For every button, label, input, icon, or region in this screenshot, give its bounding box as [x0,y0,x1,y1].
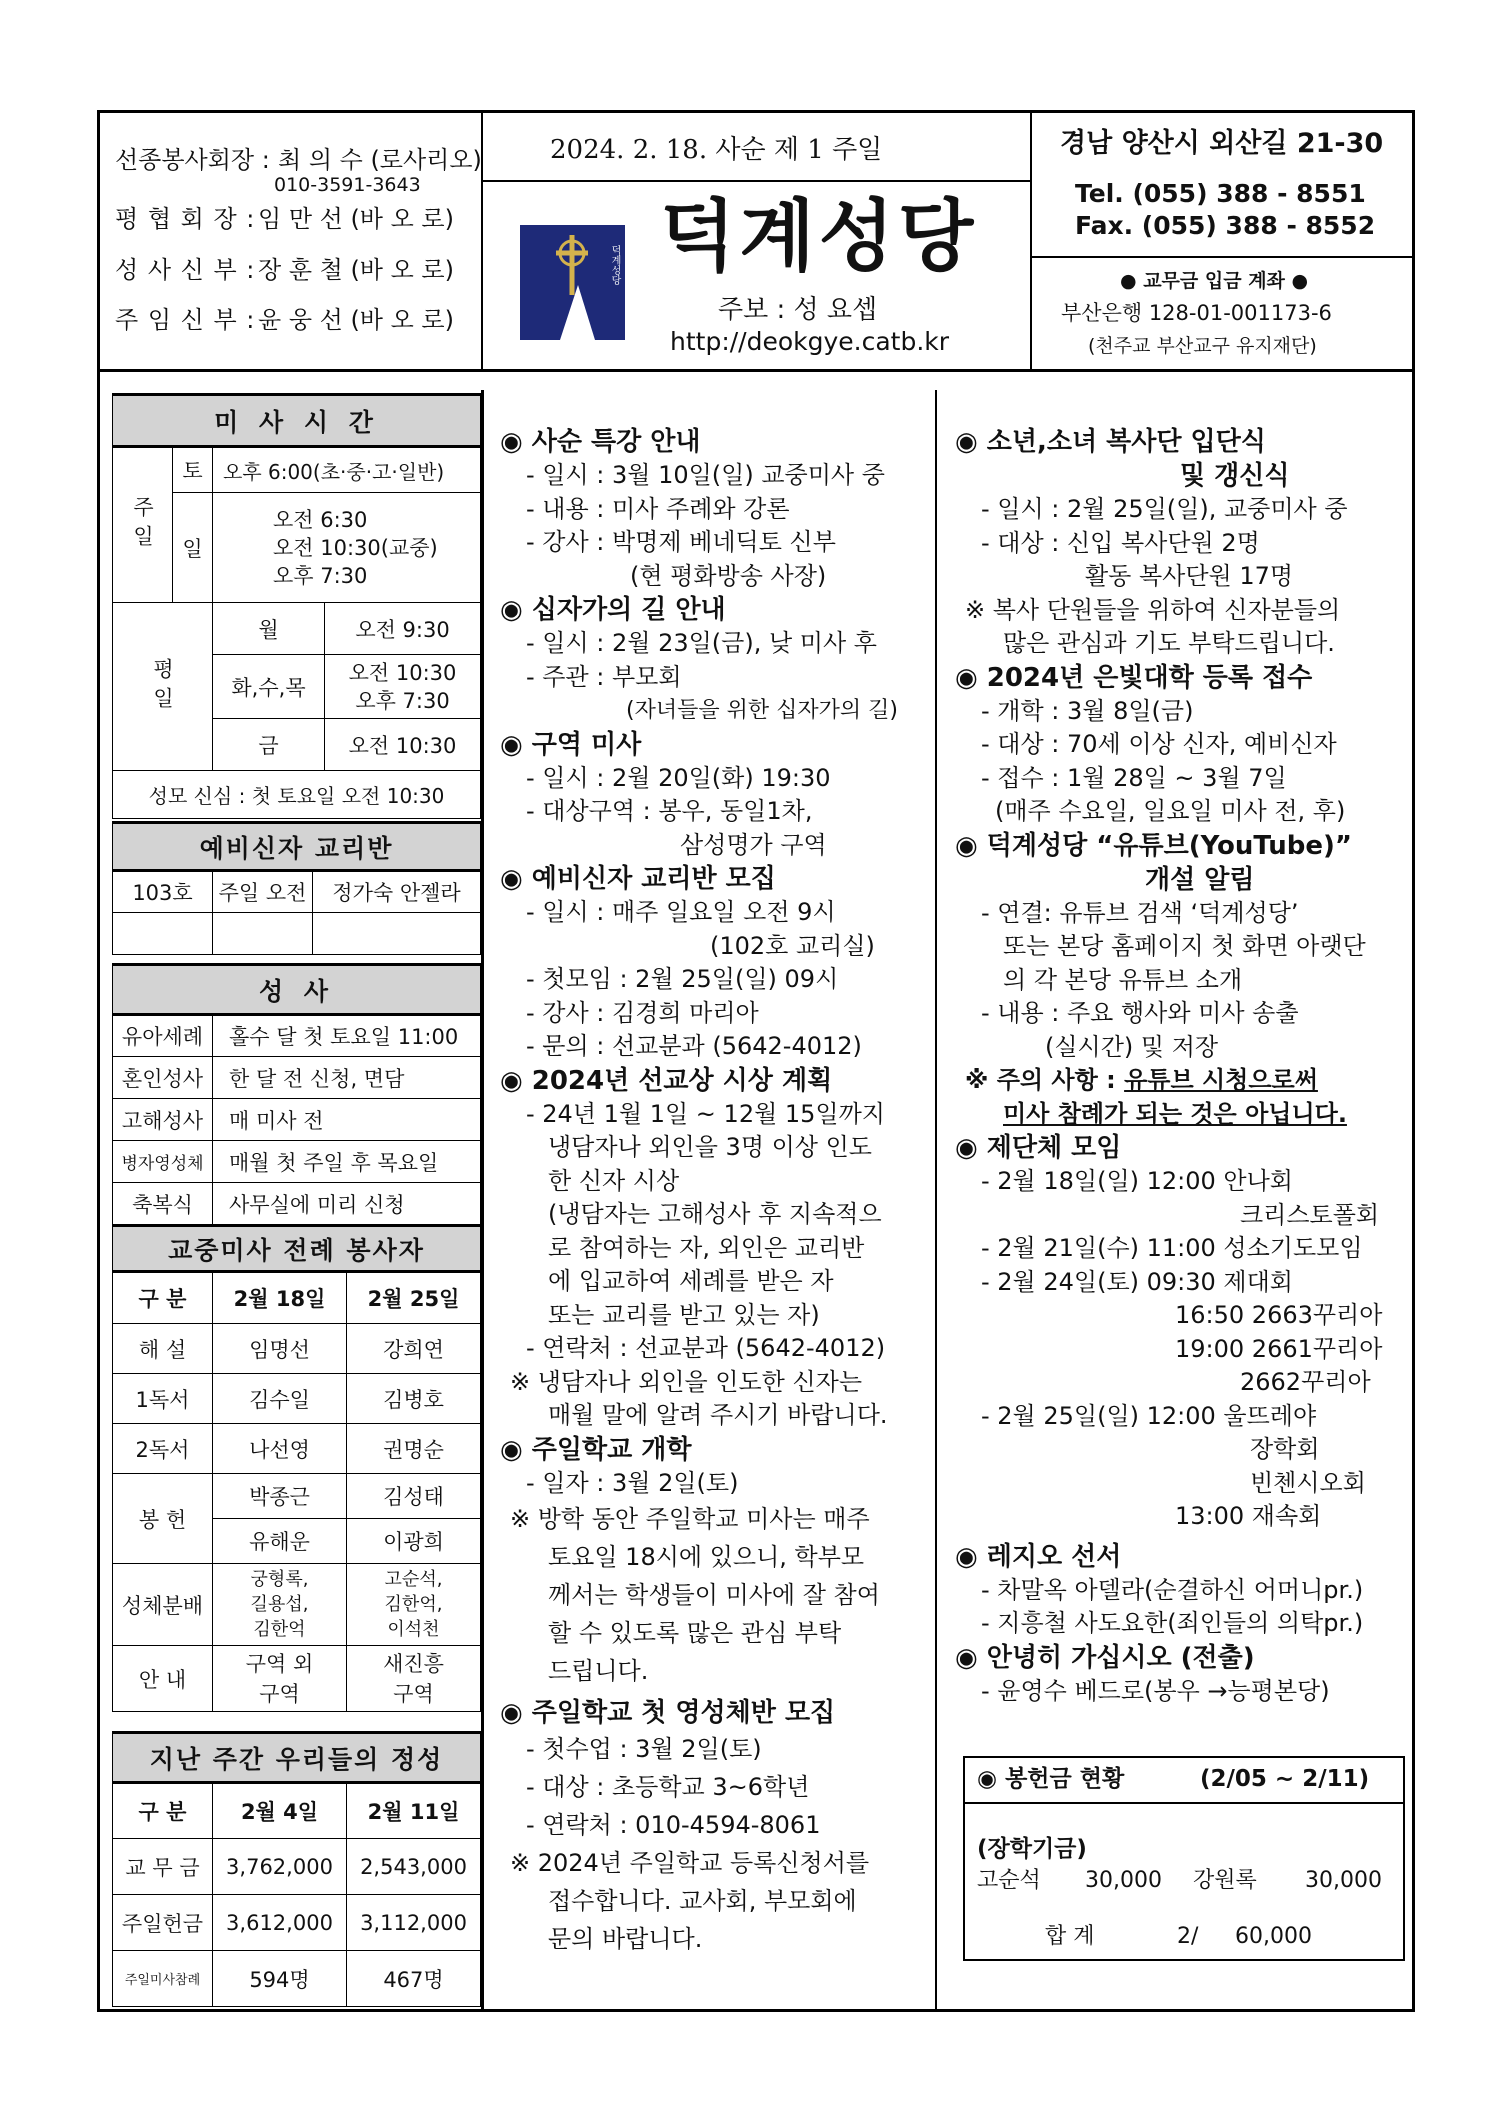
notice-caution: ※ 주의 사항 : [965,1066,1125,1094]
section-title: ◉ 제단체 모임 [955,1133,1122,1163]
tel: Tel. (055) 388 - 8551 [1075,179,1366,208]
notice-line: - 연락처 : 010-4594-8061 [526,1811,821,1839]
notice-line: (매주 수요일, 일요일 미사 전, 후) [995,797,1346,825]
staff-role: 평 협 회 장 : [115,205,256,233]
server-role: 안 내 [113,1646,213,1712]
sun-time: 오전 10:30(교중) [273,535,438,560]
notice-line: 냉담자나 외인을 3명 이상 인도 [548,1133,872,1161]
section-title: ◉ 구역 미사 [500,729,642,760]
notice-line: 또는 교리를 받고 있는 자) [548,1300,820,1329]
meeting-line: 빈첸시오회 [1250,1468,1366,1497]
notice-line: - 첫모임 : 2월 25일(일) 09시 [526,965,839,993]
staff-role: 선종봉사회장 : [115,146,270,174]
donation-total-amount: 60,000 [1235,1924,1312,1949]
meeting-line: - 2월 18일(일) 12:00 안나회 [981,1167,1293,1195]
notice-line: - 대상 : 초등학교 3~6학년 [526,1773,810,1801]
notice-line: ※ 2024년 주일학교 등록신청서를 [510,1849,870,1877]
notice-line: 께서는 학생들이 미사에 잘 참여 [548,1581,880,1609]
header-divider [97,369,1415,372]
staff-role: 성 사 신 부 : [115,256,256,284]
notice-line: - 연락처 : 선교분과 (5642-4012) [526,1334,886,1362]
tue-label: 화,수,목 [213,655,325,719]
donor-name: 강원록 [1193,1868,1257,1893]
mass-times-title: 미 사 시 간 [113,395,481,447]
sacrament-info: 사무실에 미리 신청 [213,1183,481,1225]
offering-title: 지난 주간 우리들의 정성 [113,1733,481,1783]
section-title: ◉ 레지오 선서 [955,1541,1122,1572]
section-title: ◉ 소년,소녀 복사단 입단식 [955,427,1266,457]
server-name: 이석천 [387,1619,440,1640]
donor-name: 고순석 [977,1868,1041,1893]
meeting-line: 16:50 2663꾸리아 [1175,1301,1383,1329]
offering-amount: 3,112,000 [347,1895,481,1951]
meeting-line: 크리스토폴회 [1240,1200,1380,1229]
server-role: 1독서 [113,1374,213,1424]
notice-line: - 대상구역 : 봉우, 동일1차, [526,797,813,825]
sunday-label: 주일 [113,447,173,603]
notice-line: 의 각 본당 유튜브 소개 [1003,965,1243,994]
catechumen-table [112,821,481,955]
notice-caution: 미사 참례가 되는 것은 아닙니다. [1003,1099,1347,1128]
weekday-label: 평일 [113,603,213,771]
server-name: 새진흥 [383,1651,444,1676]
server-role: 성체분배 [113,1564,213,1646]
notice-line: (자녀들을 위한 십자가의 길) [626,698,898,723]
offering-kind: 교 무 금 [113,1839,213,1895]
sat-label: 토 [173,447,213,493]
notice-line: 토요일 18시에 있으니, 학부모 [548,1543,865,1571]
notice-line: (실시간) 및 저장 [1045,1032,1219,1061]
offering-amount: 594명 [213,1951,347,2007]
donation-kind: (장학기금) [977,1836,1087,1862]
server-name: 이광희 [347,1519,481,1564]
staff-phone: 010-3591-3643 [274,174,421,196]
meeting-line: 2662꾸리아 [1240,1368,1371,1396]
meeting-line: 13:00 재속회 [1175,1502,1322,1530]
meeting-line: - 2월 21일(수) 11:00 성소기도모임 [981,1234,1363,1262]
server-name: 구역 [259,1681,300,1706]
notice-line: - 일시 : 2월 23일(금), 낮 미사 후 [526,629,877,657]
notice-line: - 첫수업 : 3월 2일(토) [526,1735,762,1763]
notice-line: - 내용 : 미사 주례와 강론 [526,494,790,523]
notice-line: 많은 관심과 기도 부탁드립니다. [1003,629,1335,657]
server-name: 유해운 [213,1519,347,1564]
notice-line: - 연결: 유튜브 검색 ‘덕계성당’ [981,898,1299,927]
sacrament-name: 축복식 [113,1183,213,1225]
notice-line: 활동 복사단원 17명 [1085,562,1294,590]
notice-line: - 대상 : 70세 이상 신자, 예비신자 [981,730,1337,758]
website-link[interactable]: http://deokgye.catb.kr [670,327,950,356]
date-line: 2024. 2. 18. 사순 제 1 주일 [550,135,883,165]
notice-line: - 문의 : 선교분과 (5642-4012) [526,1032,862,1060]
notice-line: (냉담자는 고해성사 후 지속적으 [548,1200,882,1228]
sacrament-info: 매월 첫 주일 후 목요일 [213,1141,481,1183]
sacrament-title: 성 사 [113,965,481,1015]
notice-line: 한 신자 시상 [548,1166,680,1195]
notice-line: - 일시 : 2월 20일(화) 19:30 [526,763,831,792]
section-title: ◉ 덕계성당 “유튜브(YouTube)” [955,830,1352,861]
notice-line: - 24년 1월 1일 ~ 12월 15일까지 [526,1099,885,1128]
donation-total-label: 합 계 [1045,1924,1095,1949]
sat-time: 오후 6:00(초·중·고·일반) [213,447,481,493]
notice-line: - 강사 : 김경희 마리아 [526,998,759,1027]
server-name: 나선영 [213,1424,347,1474]
staff-name: 윤 웅 선 (바 오 로) [258,306,454,334]
notice-line: - 개학 : 3월 8일(금) [981,696,1194,725]
notice-line: - 내용 : 주요 행사와 미사 송출 [981,999,1299,1027]
sacrament-name: 유아세례 [113,1015,213,1057]
account-title: ● 교무금 입금 계좌 ● [1120,270,1309,292]
meeting-line: 장학회 [1250,1435,1320,1463]
notice-line: - 주관 : 부모회 [526,662,682,691]
servers-head: 2월 18일 [213,1272,347,1324]
fax: Fax. (055) 388 - 8552 [1075,211,1376,240]
notice-line: 에 입교하여 세례를 받은 자 [548,1267,834,1295]
church-title: 덕계성당 [660,192,978,282]
section-title: 및 갱신식 [1180,461,1290,491]
mon-time: 오전 9:30 [325,603,481,655]
notice-line: 삼성명가 구역 [680,830,827,859]
notice-line: - 강사 : 박명제 베네딕토 신부 [526,528,836,556]
offering-kind: 주일미사참례 [113,1951,213,2007]
donation-box [963,1756,1405,1961]
notice-line: 로 참여하는 자, 외인은 교리반 [548,1233,865,1262]
sacrament-info: 홀수 달 첫 토요일 11:00 [213,1015,481,1057]
meeting-line: 19:00 2661꾸리아 [1175,1334,1383,1363]
catechumen-time: 주일 오전 [213,871,313,913]
catechumen-room: 103호 [113,871,213,913]
notice-line: - 일자 : 3월 2일(토) [526,1468,739,1497]
server-name: 고순석, [384,1569,443,1590]
offering-head: 2월 4일 [213,1783,347,1839]
catechumen-title: 예비신자 교리반 [113,823,481,871]
sacrament-name: 고해성사 [113,1099,213,1141]
notice-line: 드립니다. [548,1657,649,1685]
offering-head: 구 분 [113,1783,213,1839]
meeting-line: - 2월 25일(일) 12:00 울뜨레야 [981,1401,1317,1430]
bank-account: 부산은행 128-01-001173-6 [1061,301,1332,325]
notice-line: - 윤영수 베드로(봉우 →능평본당) [981,1676,1330,1705]
server-name: 구역 [393,1681,434,1706]
address: 경남 양산시 외산길 21-30 [1060,128,1384,159]
notice-line: 할 수 있도록 많은 관심 부탁 [548,1619,842,1647]
notice-line: (102호 교리실) [710,931,875,960]
fri-label: 금 [213,719,325,771]
server-role: 2독서 [113,1424,213,1474]
sun-label: 일 [173,493,213,603]
section-title: ◉ 안녕히 가십시오 (전출) [955,1642,1255,1673]
donation-amount: 30,000 [1305,1868,1382,1893]
mary-devotion: 성모 신심 : 첫 토요일 오전 10:30 [113,771,481,819]
server-name: 박종근 [213,1474,347,1519]
donation-period: (2/05 ~ 2/11) [1200,1766,1370,1792]
server-name: 길용섭, [250,1594,309,1615]
tue-time: 오후 7:30 [355,688,450,713]
mon-label: 월 [213,603,325,655]
section-title: ◉ 주일학교 개학 [500,1434,692,1465]
fri-time: 오전 10:30 [325,719,481,771]
sun-time: 오전 6:30 [273,507,368,532]
server-name: 임명선 [213,1324,347,1374]
server-role: 해 설 [113,1324,213,1374]
server-name: 김한억 [253,1619,306,1640]
donation-title: ◉ 봉헌금 현황 [977,1766,1125,1792]
notice-line: ※ 냉담자나 외인을 인도한 신자는 [510,1367,863,1396]
notice-line: - 접수 : 1월 28일 ~ 3월 7일 [981,763,1287,792]
tue-time: 오전 10:30 [348,660,457,685]
staff-name: 장 훈 철 (바 오 로) [258,256,454,284]
notice-line: 문의 바랍니다. [548,1925,703,1953]
notice-line: ※ 방학 동안 주일학교 미사는 매주 [510,1505,870,1533]
offering-amount: 3,762,000 [213,1839,347,1895]
staff-role: 주 임 신 부 : [115,306,256,334]
offering-amount: 3,612,000 [213,1895,347,1951]
offering-head: 2월 11일 [347,1783,481,1839]
notice-line: - 일시 : 3월 10일(일) 교중미사 중 [526,461,885,489]
server-name: 김병호 [347,1374,481,1424]
server-name: 강희연 [347,1324,481,1374]
offering-amount: 2,543,000 [347,1839,481,1895]
notice-line: - 대상 : 신입 복사단원 2명 [981,528,1260,557]
section-title: ◉ 사순 특강 안내 [500,427,701,457]
meeting-line: - 2월 24일(토) 09:30 제대회 [981,1267,1293,1296]
notice-line: 매월 말에 알려 주시기 바랍니다. [548,1401,888,1429]
section-title: 개설 알림 [1145,864,1255,895]
sacrament-name: 혼인성사 [113,1057,213,1099]
server-name: 궁형록, [250,1569,309,1590]
section-title: ◉ 예비신자 교리반 모집 [500,864,776,894]
notice-line: - 일시 : 2월 25일(일), 교중미사 중 [981,495,1348,523]
notice-line: (현 평화방송 사장) [630,561,827,590]
sacrament-info: 한 달 전 신청, 면담 [213,1057,481,1099]
sun-time: 오후 7:30 [273,563,368,588]
sacrament-name: 병자영성체 [113,1141,213,1183]
church-logo [520,225,625,340]
section-title: ◉ 2024년 은빛대학 등록 접수 [955,662,1313,693]
notice-line: 접수합니다. 교사회, 부모회에 [548,1887,857,1915]
staff-name: 임 만 선 (바 오 로) [258,205,454,233]
notice-line: ※ 복사 단원들을 위하여 신자분들의 [965,595,1341,624]
patron-saint: 주보 : 성 요셉 [718,295,878,325]
notice-line: - 차말옥 아델라(순결하신 어머니pr.) [981,1575,1364,1604]
staff-name: 최 의 수 (로사리오) [278,146,482,174]
server-name: 권명순 [347,1424,481,1474]
server-role: 봉 헌 [113,1474,213,1564]
sacrament-info: 매 미사 전 [213,1099,481,1141]
logo-text: 덕계성당 [609,245,620,285]
server-name: 김성태 [347,1474,481,1519]
section-title: ◉ 2024년 선교상 시상 계획 [500,1065,833,1096]
server-name: 김한억, [384,1594,443,1615]
notice-line: 또는 본당 홈페이지 첫 화면 아랫단 [1003,932,1366,960]
catechumen-teacher: 정가숙 안젤라 [313,871,481,913]
servers-title: 교중미사 전례 봉사자 [113,1226,481,1272]
servers-head: 구 분 [113,1272,213,1324]
notice-line: - 일시 : 매주 일요일 오전 9시 [526,898,836,926]
donation-total-count: 2/ [1177,1924,1199,1949]
section-title: ◉ 주일학교 첫 영성체반 모집 [500,1698,836,1728]
notice-line: - 지흥철 사도요한(죄인들의 의탁pr.) [981,1609,1364,1637]
foundation: (천주교 부산교구 유지재단) [1088,335,1317,357]
donation-amount: 30,000 [1085,1868,1162,1893]
offering-kind: 주일헌금 [113,1895,213,1951]
notice-caution: 유튜브 시청으로써 [1124,1066,1318,1094]
servers-head: 2월 25일 [347,1272,481,1324]
server-name: 김수일 [213,1374,347,1424]
section-title: ◉ 십자가의 길 안내 [500,595,726,625]
server-name: 구역 외 [245,1651,314,1676]
servers-table [112,1224,481,1712]
middle-column [500,425,930,1958]
offering-amount: 467명 [347,1951,481,2007]
offering-table [112,1731,481,2007]
sacrament-table [112,963,481,1225]
mass-times-table [112,393,481,819]
right-column [955,425,1405,1708]
